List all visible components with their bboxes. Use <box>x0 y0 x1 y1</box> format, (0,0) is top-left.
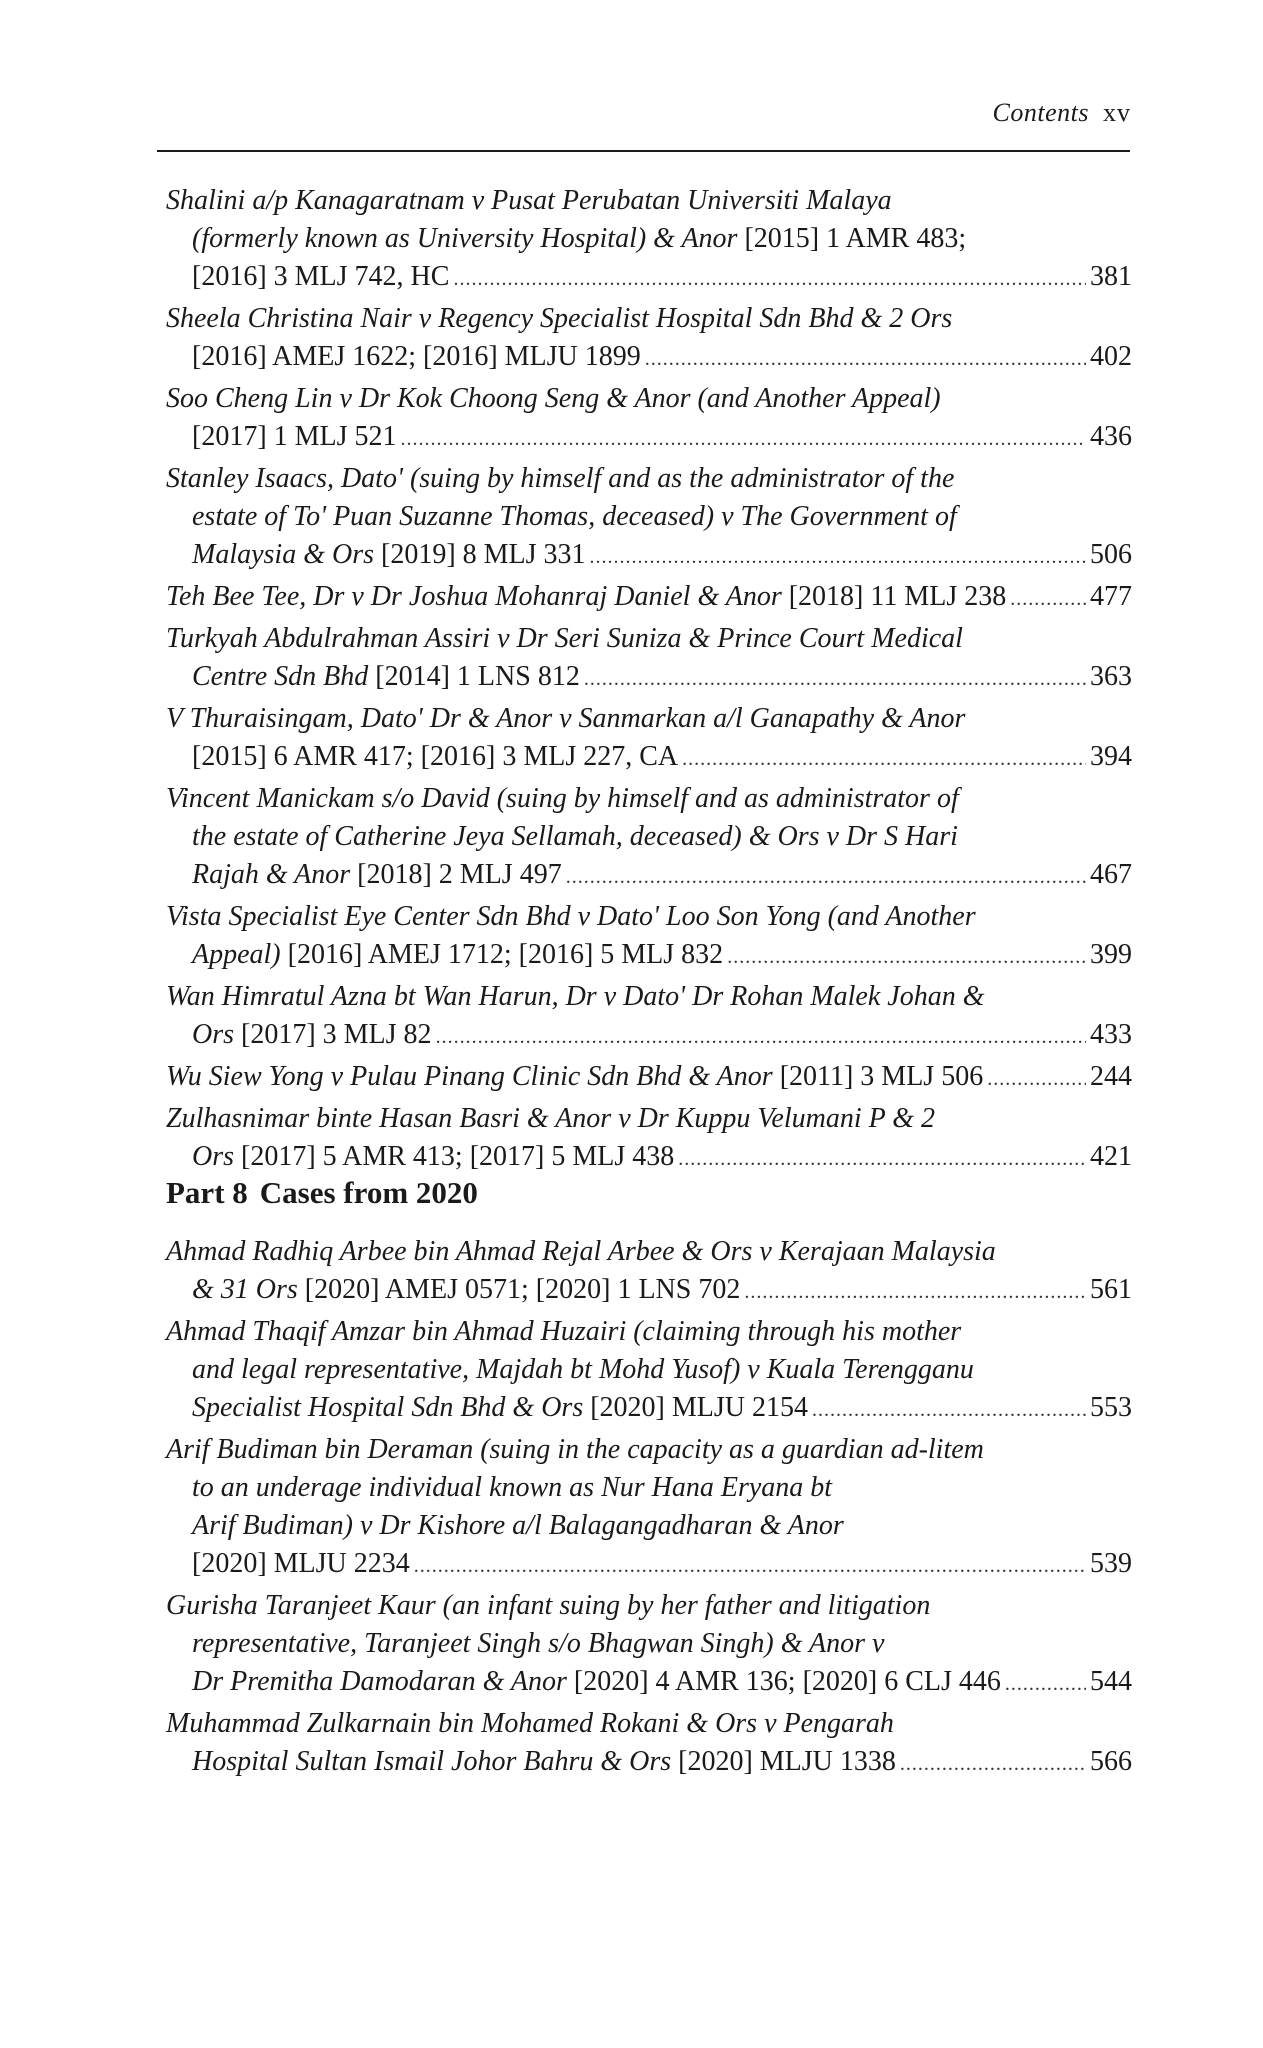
case-name: to an underage individual known as Nur Hana Eryana bt <box>192 1472 833 1503</box>
page-ref: 421 <box>1090 1141 1132 1172</box>
entry-text <box>166 780 959 818</box>
entry-text <box>166 1431 984 1469</box>
contents-entry <box>166 620 1132 698</box>
dot-leader <box>414 1545 1086 1585</box>
case-name: Hospital Sultan Ismail Johor Bahru & Ors <box>192 1746 672 1777</box>
entry-text <box>192 1469 832 1507</box>
entry-text <box>192 856 562 894</box>
case-name: Gurisha Taranjeet Kaur (an infant suing by her father and litigation <box>166 1590 931 1621</box>
page-ref: 399 <box>1090 939 1132 970</box>
entry-line <box>166 1431 1132 1469</box>
entry-text <box>192 1545 410 1583</box>
citation: [2020] AMEJ 0571; [2020] 1 LNS 702 <box>297 1274 741 1305</box>
case-name: & 31 Ors <box>192 1274 298 1305</box>
part-label: Part 8 <box>166 1175 248 1210</box>
page-ref: 402 <box>1090 341 1132 372</box>
citation: [2017] 3 MLJ 82 <box>234 1019 432 1050</box>
entry-text <box>192 818 958 856</box>
page-ref: 436 <box>1090 421 1132 452</box>
citation: [2016] 3 MLJ 742, HC <box>192 261 450 292</box>
citation: [2020] MLJU 2154 <box>583 1392 808 1423</box>
entry-text <box>166 1058 983 1096</box>
entry-text <box>192 418 397 456</box>
entry-line <box>166 1587 1132 1625</box>
case-name: and legal representative, Majdah bt Mohd Yusof) v Kuala Terengganu <box>192 1354 974 1385</box>
dot-leader <box>900 1743 1086 1783</box>
entry-line <box>166 498 1132 536</box>
page-ref: 506 <box>1090 539 1132 570</box>
case-name: Zulhasnimar binte Hasan Basri & Anor v Dr Kuppu Velumani P & 2 <box>166 1103 936 1134</box>
citation: [2011] 3 MLJ 506 <box>772 1061 984 1092</box>
entry-line <box>166 1507 1132 1545</box>
entry-text <box>192 220 966 258</box>
entry-text <box>166 182 892 220</box>
case-name: Ors <box>192 1019 235 1050</box>
case-name: estate of To' Puan Suzanne Thomas, deceased) v The Government of <box>192 501 957 532</box>
case-name: Muhammad Zulkarnain bin Mohamed Rokani & Ors v Pengarah <box>166 1708 894 1739</box>
entry-line <box>166 1743 1132 1783</box>
entry-text <box>192 1625 884 1663</box>
case-name: Wu Siew Yong v Pulau Pinang Clinic Sdn Bhd & Anor <box>166 1061 773 1092</box>
dot-leader <box>566 856 1086 896</box>
entry-text <box>192 1507 844 1545</box>
entry-line <box>166 460 1132 498</box>
entry-line <box>166 1233 1132 1271</box>
page-ref: 539 <box>1090 1548 1132 1579</box>
header-rule <box>157 150 1130 152</box>
entry-line <box>166 418 1132 458</box>
contents-entry <box>166 460 1132 576</box>
entry-line <box>166 1545 1132 1585</box>
dot-leader <box>1005 1663 1086 1703</box>
entry-text <box>166 898 976 936</box>
citation: [2018] 11 MLJ 238 <box>781 581 1007 612</box>
contents-entry <box>166 1313 1132 1429</box>
entry-text <box>192 536 586 574</box>
entry-text <box>166 1313 961 1351</box>
contents-entry <box>166 380 1132 458</box>
entry-line <box>166 780 1132 818</box>
dot-leader <box>682 738 1086 778</box>
citation: [2015] 6 AMR 417; [2016] 3 MLJ 227, CA <box>192 741 679 772</box>
page-ref: 381 <box>1090 261 1132 292</box>
contents-entry <box>166 300 1132 378</box>
contents-entry <box>166 898 1132 976</box>
entry-text <box>192 1271 740 1309</box>
entry-text <box>192 936 723 974</box>
entry-line <box>166 182 1132 220</box>
entry-line <box>166 578 1132 618</box>
contents-list-part8 <box>166 1175 1132 1785</box>
page-ref: 553 <box>1090 1392 1132 1423</box>
citation: [2020] MLJU 1338 <box>671 1746 896 1777</box>
entry-line <box>166 1469 1132 1507</box>
case-name: Centre Sdn Bhd <box>192 661 369 692</box>
dot-leader <box>1010 578 1086 618</box>
citation: [2018] 2 MLJ 497 <box>350 859 562 890</box>
part8-entries <box>166 1233 1132 1783</box>
entry-text <box>192 1138 674 1176</box>
citation: [2017] 1 MLJ 521 <box>192 421 397 452</box>
entry-line <box>166 978 1132 1016</box>
citation: [2016] AMEJ 1712; [2016] 5 MLJ 832 <box>280 939 724 970</box>
entry-line <box>166 1271 1132 1311</box>
case-name: the estate of Catherine Jeya Sellamah, deceased) & Ors v Dr S Hari <box>192 821 958 852</box>
entry-line <box>166 258 1132 298</box>
entry-text <box>192 738 678 776</box>
contents-entry <box>166 1058 1132 1098</box>
citation: [2017] 5 AMR 413; [2017] 5 MLJ 438 <box>234 1141 675 1172</box>
page-ref: 394 <box>1090 741 1132 772</box>
dot-leader <box>453 258 1086 298</box>
contents-entry <box>166 978 1132 1056</box>
entry-text <box>192 1663 1001 1701</box>
entry-line <box>166 300 1132 338</box>
part-title: Cases from 2020 <box>259 1175 478 1210</box>
case-name: Dr Premitha Damodaran & Anor <box>192 1666 567 1697</box>
dot-leader <box>584 658 1086 698</box>
page-ref: 566 <box>1090 1746 1132 1777</box>
case-name: Rajah & Anor <box>192 859 351 890</box>
entry-line <box>166 936 1132 976</box>
contents-entry <box>166 1100 1132 1178</box>
case-name: (formerly known as University Hospital) & Anor <box>192 223 738 254</box>
entry-text <box>192 338 641 376</box>
entry-text <box>192 1743 896 1781</box>
page-ref: 433 <box>1090 1019 1132 1050</box>
contents-entry <box>166 1705 1132 1783</box>
running-head <box>993 98 1131 128</box>
page-ref: 363 <box>1090 661 1132 692</box>
entry-line <box>166 1663 1132 1703</box>
entry-line <box>166 1625 1132 1663</box>
case-name: Specialist Hospital Sdn Bhd & Ors <box>192 1392 584 1423</box>
entry-line <box>166 338 1132 378</box>
entry-text <box>166 1100 935 1138</box>
citation: [2020] MLJU 2234 <box>192 1548 410 1579</box>
entry-line <box>166 1016 1132 1056</box>
entry-line <box>166 1389 1132 1429</box>
dot-leader <box>744 1271 1086 1311</box>
case-name: Wan Himratul Azna bt Wan Harun, Dr v Dato' Dr Rohan Malek Johan & <box>166 981 985 1012</box>
dot-leader <box>727 936 1086 976</box>
citation: [2015] 1 AMR 483; <box>737 223 967 254</box>
case-name: Malaysia & Ors <box>192 539 374 570</box>
entry-line <box>166 1058 1132 1098</box>
case-name: Soo Cheng Lin v Dr Kok Choong Seng & Anor (and Another Appeal) <box>166 383 941 414</box>
entry-text <box>192 1016 432 1054</box>
entry-line <box>166 1138 1132 1178</box>
entry-text <box>166 620 963 658</box>
entry-line <box>166 1351 1132 1389</box>
case-name: Stanley Isaacs, Dato' (suing by himself and as the administrator of the <box>166 463 955 494</box>
entry-text <box>192 1351 974 1389</box>
entry-line <box>166 1100 1132 1138</box>
entry-text <box>166 460 954 498</box>
entry-text <box>166 700 965 738</box>
entry-text <box>166 578 1006 616</box>
case-name: Arif Budiman) v Dr Kishore a/l Balagangadharan & Anor <box>192 1510 844 1541</box>
page-ref: 244 <box>1090 1061 1132 1092</box>
entry-line <box>166 856 1132 896</box>
entry-text <box>166 1233 996 1271</box>
dot-leader <box>436 1016 1086 1056</box>
page-ref: 561 <box>1090 1274 1132 1305</box>
entry-line <box>166 536 1132 576</box>
citation: [2014] 1 LNS 812 <box>368 661 580 692</box>
entry-text <box>192 658 580 696</box>
page-ref: 467 <box>1090 859 1132 890</box>
entry-text <box>166 978 985 1016</box>
case-name: representative, Taranjeet Singh s/o Bhagwan Singh) & Anor v <box>192 1628 885 1659</box>
entry-line <box>166 1313 1132 1351</box>
citation: [2016] AMEJ 1622; [2016] MLJU 1899 <box>192 341 641 372</box>
entry-line <box>166 220 1132 258</box>
entry-text <box>166 1587 930 1625</box>
case-name: Shalini a/p Kanagaratnam v Pusat Perubatan Universiti Malaya <box>166 185 892 216</box>
case-name: Ors <box>192 1141 235 1172</box>
dot-leader <box>645 338 1086 378</box>
citation: [2020] 4 AMR 136; [2020] 6 CLJ 446 <box>566 1666 1001 1697</box>
entry-line <box>166 898 1132 936</box>
case-name: Ahmad Thaqif Amzar bin Ahmad Huzairi (claiming through his mother <box>166 1316 962 1347</box>
case-name: Ahmad Radhiq Arbee bin Ahmad Rejal Arbee & Ors v Kerajaan Malaysia <box>166 1236 996 1267</box>
running-head-title: Contents <box>992 98 1089 127</box>
case-name: Teh Bee Tee, Dr v Dr Joshua Mohanraj Daniel & Anor <box>166 581 782 612</box>
case-name: Sheela Christina Nair v Regency Specialist Hospital Sdn Bhd & 2 Ors <box>166 303 953 334</box>
entry-text <box>192 1389 808 1427</box>
entry-line <box>166 658 1132 698</box>
contents-entry <box>166 182 1132 298</box>
contents-entry <box>166 1431 1132 1585</box>
entry-line <box>166 738 1132 778</box>
dot-leader <box>401 418 1086 458</box>
entry-text <box>166 380 941 418</box>
entry-text <box>192 498 957 536</box>
contents-entry <box>166 578 1132 618</box>
dot-leader <box>812 1389 1086 1429</box>
page-number: xv <box>1103 98 1131 127</box>
case-name: V Thuraisingam, Dato' Dr & Anor v Sanmarkan a/l Ganapathy & Anor <box>166 703 966 734</box>
entry-text <box>166 1705 894 1743</box>
case-name: Vincent Manickam s/o David (suing by himself and as administrator of <box>166 783 959 814</box>
entry-line <box>166 380 1132 418</box>
contents-entry <box>166 780 1132 896</box>
page-ref: 544 <box>1090 1666 1132 1697</box>
contents-entry <box>166 700 1132 778</box>
citation: [2019] 8 MLJ 331 <box>374 539 586 570</box>
entry-line <box>166 700 1132 738</box>
contents-entry <box>166 1233 1132 1311</box>
case-name: Appeal) <box>192 939 281 970</box>
dot-leader <box>678 1138 1086 1178</box>
contents-entry <box>166 1587 1132 1703</box>
part-heading <box>166 1175 1132 1211</box>
dot-leader <box>590 536 1086 576</box>
entry-text <box>192 258 449 296</box>
entry-text <box>166 300 952 338</box>
case-name: Vista Specialist Eye Center Sdn Bhd v Dato' Loo Son Yong (and Another <box>166 901 976 932</box>
contents-list-part7 <box>166 182 1132 1180</box>
case-name: Arif Budiman bin Deraman (suing in the capacity as a guardian ad-litem <box>166 1434 984 1465</box>
entry-line <box>166 1705 1132 1743</box>
case-name: Turkyah Abdulrahman Assiri v Dr Seri Suniza & Prince Court Medical <box>166 623 963 654</box>
entry-line <box>166 620 1132 658</box>
page-ref: 477 <box>1090 581 1132 612</box>
entry-line <box>166 818 1132 856</box>
dot-leader <box>987 1058 1086 1098</box>
